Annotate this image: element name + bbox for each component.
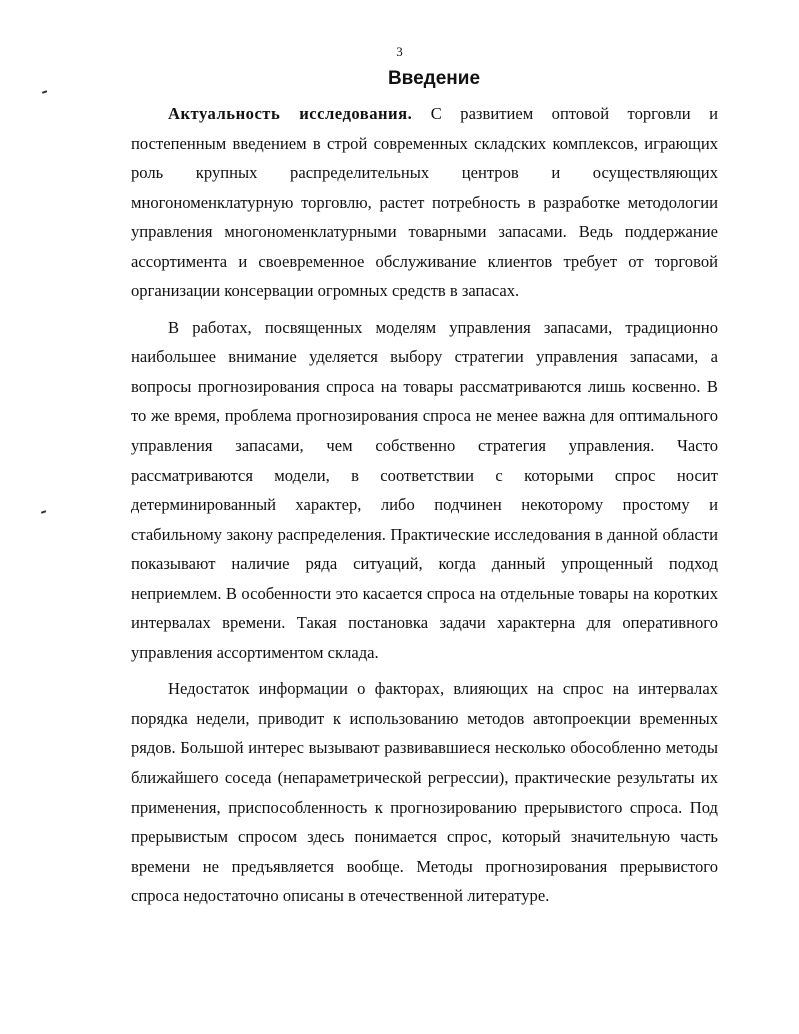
paragraph-1-text: С развитием оптовой торговли и постепенным введением в строй современных складских комплексов, играющих роль крупных распределительных центров и осуществляющих многономенклатурную торговлю, растет потребность в разработке методологии управления многономенклатурными товарными запасами. Ведь поддержание ассортимента и своевременное обслуживание клиентов требует от торговой организации консервации огромных средств в запасах. (131, 104, 718, 301)
scan-mark-middle (41, 510, 46, 513)
paragraph-lead: Актуальность исследования. (168, 104, 413, 123)
page-title: Введение (387, 68, 481, 89)
paragraph-1 (131, 99, 718, 306)
paragraph-2: В работах, посвященных моделям управления запасами, традиционно наибольшее внимание уделяется выбору стратегии управления запасами, а вопросы прогнозирования спроса на товары рассматриваются лишь косвенно. В то же время, проблема прогнозирования спроса не менее важна для оптимального управления запасами, чем собственно стратегия управления. Часто рассматриваются модели, в соответствии с которыми спрос носит детерминированный характер, либо подчинен некоторому простому и стабильному закону распределения. Практические исследования в данной области показывают наличие ряда ситуаций, когда данный упрощенный подход неприемлем. В особенности это касается спроса на отдельные товары на коротких интервалах времени. Такая постановка задачи характерна для оперативного управления ассортиментом склада. (131, 317, 718, 662)
page-number: 3 (396, 44, 403, 59)
scan-mark-top (42, 90, 47, 93)
body-text (131, 99, 718, 911)
paragraph-3: Недостаток информации о факторах, влияющих на спрос на интервалах порядка недели, приводит к использованию методов автопроекции временных рядов. Большой интерес вызывают развивавшиеся несколько обособленно методы ближайшего соседа (непараметрической регрессии), практические результаты их применения, приспособленность к прогнозированию прерывистого спроса. Под прерывистым спросом здесь понимается спрос, который значительную часть времени не предъявляется вообще. Методы прогнозирования прерывистого спроса недостаточно описаны в отечественной литературе. (131, 679, 718, 906)
